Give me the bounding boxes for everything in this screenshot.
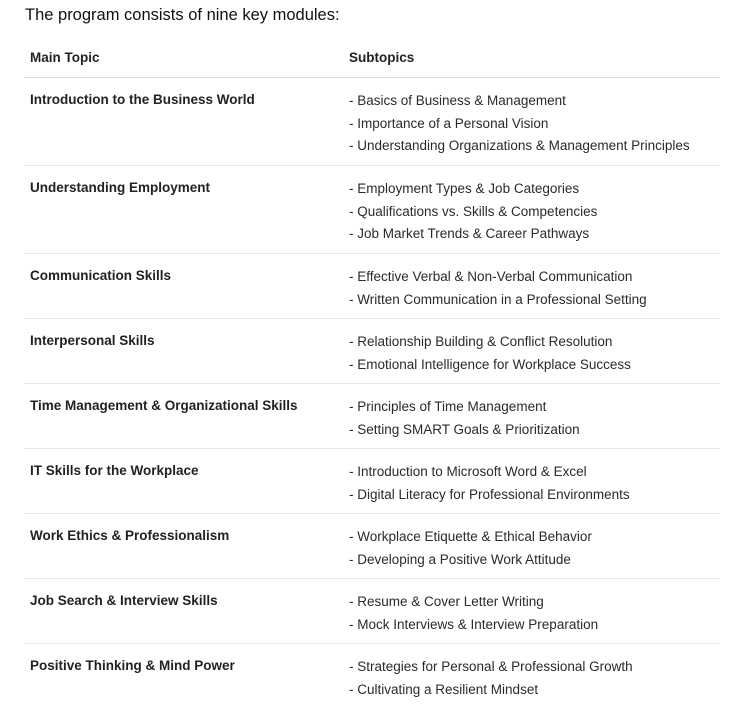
topic-cell: Interpersonal Skills xyxy=(30,333,155,348)
subtopic-item: - Workplace Etiquette & Ethical Behavior xyxy=(349,529,592,544)
subtopics-cell xyxy=(349,397,719,442)
subtopics-cell xyxy=(349,657,719,702)
subtopic-item: - Principles of Time Management xyxy=(349,399,547,414)
subtopics-cell xyxy=(349,462,719,507)
subtopic-item: - Cultivating a Resilient Mindset xyxy=(349,681,539,697)
subtopic-item: - Emotional Intelligence for Workplace Success xyxy=(349,356,631,372)
subtopic-item: - Resume & Cover Letter Writing xyxy=(349,594,544,609)
topic-cell: Time Management & Organizational Skills xyxy=(30,398,298,413)
header-subtopics: Subtopics xyxy=(349,50,415,65)
subtopic-item: - Relationship Building & Conflict Resolution xyxy=(349,334,613,349)
topic-cell: IT Skills for the Workplace xyxy=(30,463,199,478)
subtopics-cell xyxy=(349,527,719,572)
table-row xyxy=(24,384,720,449)
topic-cell: Job Search & Interview Skills xyxy=(30,593,218,608)
intro-text: The program consists of nine key modules: xyxy=(25,6,340,24)
modules-table xyxy=(24,40,720,708)
subtopic-item: - Developing a Positive Work Attitude xyxy=(349,551,571,567)
subtopics-cell xyxy=(349,91,719,159)
table-row xyxy=(24,449,720,514)
table-row xyxy=(24,78,720,166)
subtopic-item: - Employment Types & Job Categories xyxy=(349,181,580,196)
subtopic-item: - Introduction to Microsoft Word & Excel xyxy=(349,464,587,479)
subtopics-cell xyxy=(349,179,719,247)
table-row xyxy=(24,319,720,384)
topic-cell: Communication Skills xyxy=(30,268,172,283)
subtopic-item: - Effective Verbal & Non-Verbal Communication xyxy=(349,269,633,284)
subtopic-item: - Qualifications vs. Skills & Competencies xyxy=(349,203,598,219)
subtopic-item: - Understanding Organizations & Management Principles xyxy=(349,138,690,153)
table-row xyxy=(24,166,720,254)
topic-cell: Work Ethics & Professionalism xyxy=(30,528,230,543)
table-header-row xyxy=(24,40,720,78)
subtopics-cell xyxy=(349,332,719,377)
table-row xyxy=(24,579,720,644)
subtopic-item: - Digital Literacy for Professional Environments xyxy=(349,486,630,502)
subtopic-item: - Strategies for Personal & Professional Growth xyxy=(349,659,633,674)
subtopics-cell xyxy=(349,592,719,637)
topic-cell: Understanding Employment xyxy=(30,180,211,195)
subtopic-item: - Mock Interviews & Interview Preparation xyxy=(349,616,599,632)
subtopic-item: - Importance of a Personal Vision xyxy=(349,115,549,131)
topic-cell: Positive Thinking & Mind Power xyxy=(30,658,235,673)
subtopic-item: - Basics of Business & Management xyxy=(349,93,566,108)
table-row xyxy=(24,254,720,319)
topic-cell: Introduction to the Business World xyxy=(30,92,255,107)
subtopic-item: - Written Communication in a Professional Setting xyxy=(349,291,647,307)
header-main-topic: Main Topic xyxy=(30,50,100,65)
subtopic-item: - Setting SMART Goals & Prioritization xyxy=(349,421,580,437)
table-row xyxy=(24,644,720,708)
subtopics-cell xyxy=(349,267,719,312)
subtopic-item: - Job Market Trends & Career Pathways xyxy=(349,226,590,241)
table-row xyxy=(24,514,720,579)
